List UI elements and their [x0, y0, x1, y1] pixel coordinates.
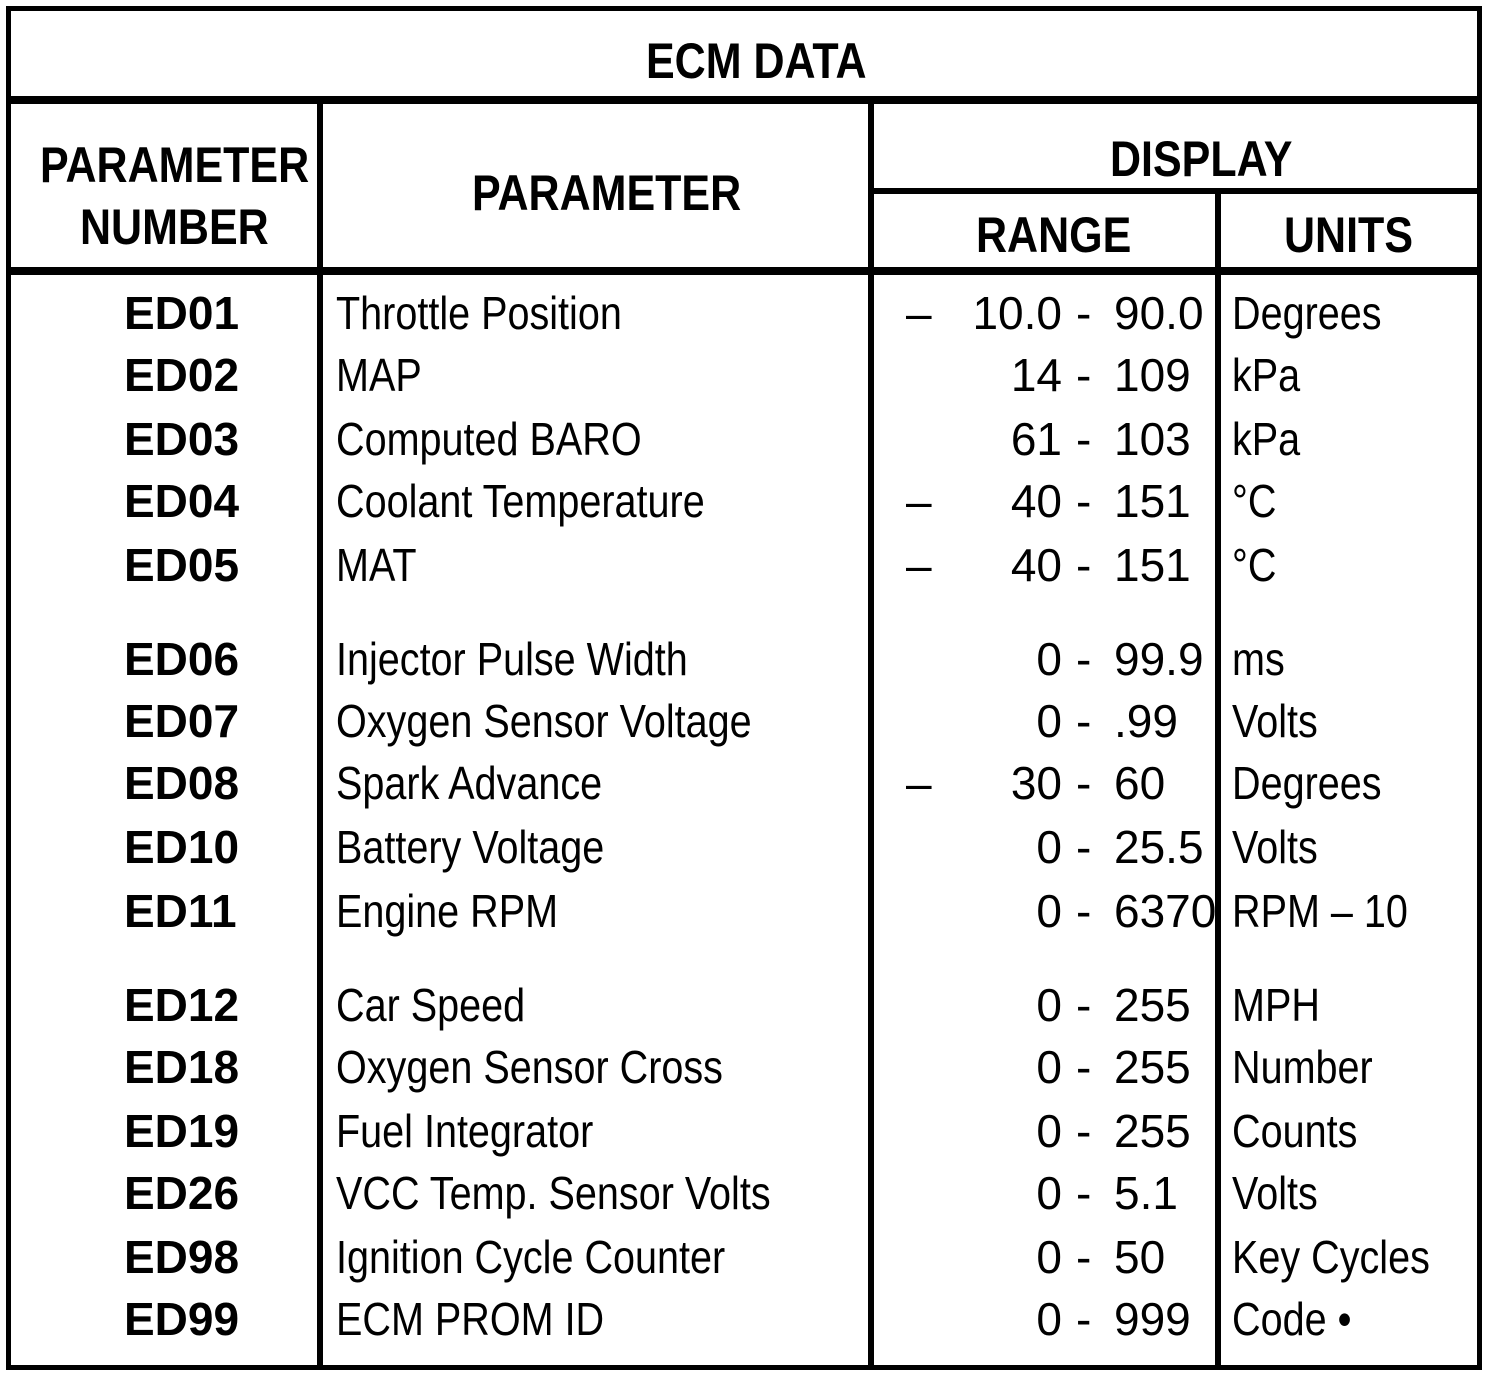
- range-separator: -: [1076, 413, 1092, 465]
- parameter-name: Oxygen Sensor Cross: [336, 1041, 723, 1093]
- units: RPM – 10: [1232, 885, 1408, 937]
- parameter-number: ED08: [124, 757, 240, 809]
- units: Number: [1232, 1041, 1373, 1093]
- range-separator: -: [1076, 757, 1092, 809]
- range-high: 255: [1114, 979, 1191, 1031]
- range-high: 999: [1114, 1293, 1191, 1345]
- range-low: 40: [1010, 475, 1062, 527]
- range-separator: -: [1076, 979, 1092, 1031]
- parameter-number: ED03: [124, 413, 240, 465]
- table-title: ECM DATA: [646, 33, 867, 89]
- range-separator: -: [1076, 287, 1092, 339]
- range-negative-sign: –: [906, 287, 932, 339]
- range-separator: -: [1076, 475, 1092, 527]
- parameter-name: MAP: [336, 349, 422, 401]
- range-separator: -: [1076, 539, 1092, 591]
- range-high: 151: [1114, 475, 1191, 527]
- units: Counts: [1232, 1105, 1358, 1157]
- header-parameter: PARAMETER: [472, 165, 742, 221]
- range-low: 0: [1036, 1105, 1062, 1157]
- parameter-name: Throttle Position: [336, 287, 622, 339]
- parameter-name: ECM PROM ID: [336, 1293, 605, 1345]
- parameter-name: Battery Voltage: [336, 821, 605, 873]
- range-high: 109: [1114, 349, 1191, 401]
- parameter-number: ED07: [124, 695, 240, 747]
- range-separator: -: [1076, 695, 1092, 747]
- parameter-number: ED02: [124, 349, 240, 401]
- range-high: 103: [1114, 413, 1191, 465]
- range-low: 30: [1010, 757, 1062, 809]
- parameter-name: Computed BARO: [336, 413, 642, 465]
- units: °C: [1232, 539, 1277, 591]
- units: Volts: [1232, 695, 1318, 747]
- display-divider: [870, 188, 1482, 194]
- range-low: 10.0: [972, 287, 1062, 339]
- title-divider: [8, 96, 1482, 104]
- parameter-name: Car Speed: [336, 979, 526, 1031]
- header-divider: [8, 267, 1482, 275]
- parameter-name: Coolant Temperature: [336, 475, 705, 527]
- parameter-number: ED12: [124, 979, 240, 1031]
- column-divider-1: [317, 100, 323, 1366]
- parameter-number: ED10: [124, 821, 240, 873]
- range-high: 255: [1114, 1041, 1191, 1093]
- range-low: 0: [1036, 885, 1062, 937]
- units: ms: [1232, 633, 1285, 685]
- range-low: 40: [1010, 539, 1062, 591]
- range-low: 0: [1036, 695, 1062, 747]
- range-low: 0: [1036, 633, 1062, 685]
- units: kPa: [1232, 413, 1301, 465]
- range-separator: -: [1076, 885, 1092, 937]
- header-parameter-number-line2: NUMBER: [80, 199, 269, 255]
- units: Volts: [1232, 821, 1318, 873]
- column-divider-3: [1215, 192, 1221, 1366]
- range-separator: -: [1076, 821, 1092, 873]
- range-negative-sign: –: [906, 475, 932, 527]
- parameter-number: ED98: [124, 1231, 240, 1283]
- header-units: UNITS: [1284, 207, 1413, 263]
- range-high: 255: [1114, 1105, 1191, 1157]
- units: Key Cycles: [1232, 1231, 1430, 1283]
- range-separator: -: [1076, 633, 1092, 685]
- range-low: 0: [1036, 821, 1062, 873]
- range-separator: -: [1076, 1041, 1092, 1093]
- parameter-name: Fuel Integrator: [336, 1105, 594, 1157]
- range-separator: -: [1076, 349, 1092, 401]
- parameter-name: Ignition Cycle Counter: [336, 1231, 726, 1283]
- range-separator: -: [1076, 1231, 1092, 1283]
- units: MPH: [1232, 979, 1320, 1031]
- header-parameter-number-line1: PARAMETER: [40, 137, 310, 193]
- header-display: DISPLAY: [1110, 131, 1293, 187]
- units: kPa: [1232, 349, 1301, 401]
- units: °C: [1232, 475, 1277, 527]
- parameter-name: Engine RPM: [336, 885, 559, 937]
- range-high: 90.0: [1114, 287, 1204, 339]
- units: Volts: [1232, 1167, 1318, 1219]
- parameter-number: ED01: [124, 287, 240, 339]
- range-separator: -: [1076, 1167, 1092, 1219]
- parameter-name: VCC Temp. Sensor Volts: [336, 1167, 771, 1219]
- parameter-number: ED18: [124, 1041, 240, 1093]
- range-low: 14: [1010, 349, 1062, 401]
- header-range: RANGE: [976, 207, 1132, 263]
- range-low: 0: [1036, 1293, 1062, 1345]
- parameter-name: MAT: [336, 539, 417, 591]
- units: Degrees: [1232, 287, 1382, 339]
- range-high: 60: [1114, 757, 1166, 809]
- parameter-number: ED11: [124, 885, 237, 937]
- range-high: 99.9: [1114, 633, 1204, 685]
- parameter-number: ED26: [124, 1167, 240, 1219]
- range-high: 151: [1114, 539, 1191, 591]
- range-separator: -: [1076, 1293, 1092, 1345]
- range-high: 6370: [1114, 885, 1217, 937]
- range-high: 5.1: [1114, 1167, 1178, 1219]
- range-low: 0: [1036, 979, 1062, 1031]
- parameter-number: ED99: [124, 1293, 240, 1345]
- range-negative-sign: –: [906, 757, 932, 809]
- range-low: 0: [1036, 1231, 1062, 1283]
- column-divider-2: [868, 100, 874, 1366]
- parameter-name: Injector Pulse Width: [336, 633, 688, 685]
- parameter-number: ED06: [124, 633, 240, 685]
- range-low: 61: [1010, 413, 1062, 465]
- range-high: 50: [1114, 1231, 1166, 1283]
- range-high: 25.5: [1114, 821, 1204, 873]
- units: Degrees: [1232, 757, 1382, 809]
- range-high: .99: [1114, 695, 1178, 747]
- units: Code •: [1232, 1293, 1352, 1345]
- parameter-name: Oxygen Sensor Voltage: [336, 695, 752, 747]
- parameter-number: ED19: [124, 1105, 240, 1157]
- range-negative-sign: –: [906, 539, 932, 591]
- range-low: 0: [1036, 1041, 1062, 1093]
- parameter-name: Spark Advance: [336, 757, 603, 809]
- parameter-number: ED05: [124, 539, 240, 591]
- range-separator: -: [1076, 1105, 1092, 1157]
- parameter-number: ED04: [124, 475, 240, 527]
- range-low: 0: [1036, 1167, 1062, 1219]
